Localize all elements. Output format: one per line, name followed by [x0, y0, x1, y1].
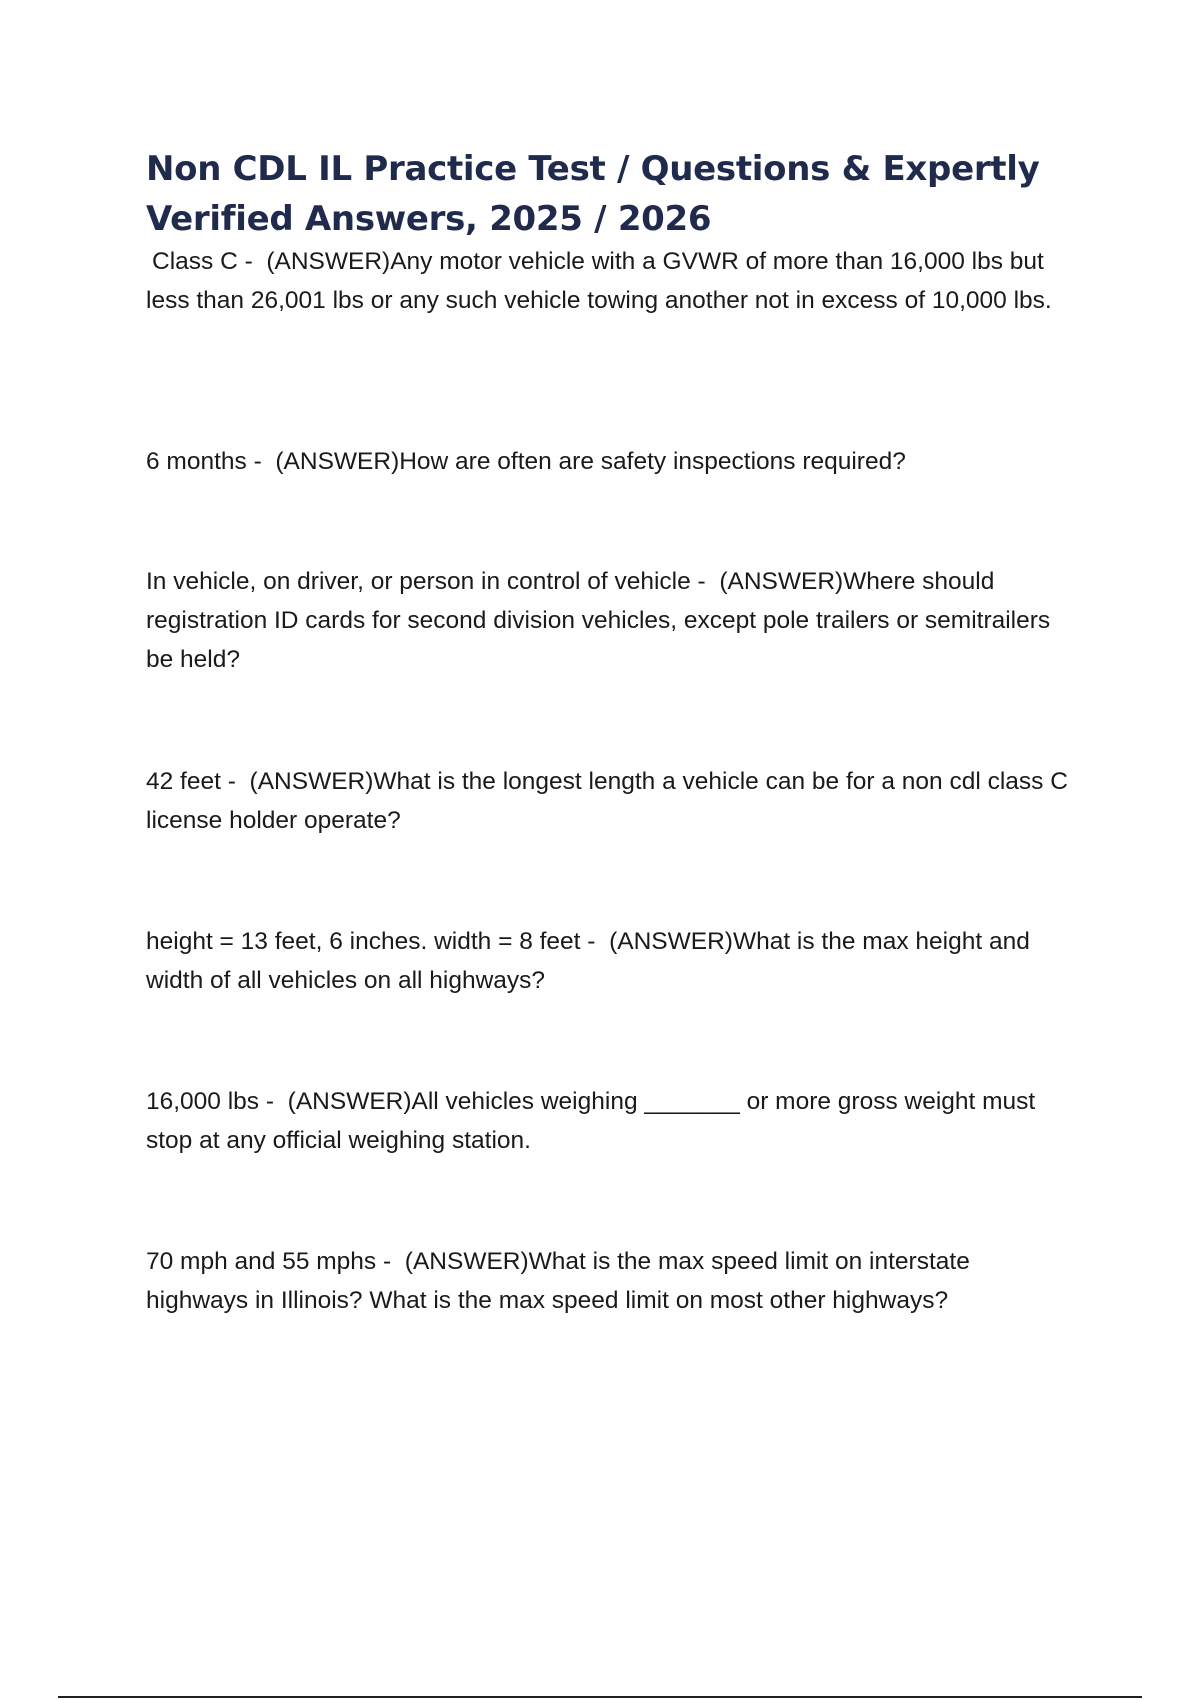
qa-separator: -: [246, 448, 276, 475]
qa-separator: -: [259, 1088, 288, 1115]
qa-entry: [146, 922, 1076, 1000]
qa-question: (ANSWER)Any motor vehicle with a GVWR of more than 16,000 lbs but less than 26,001 lbs or any such vehicle towing another not in excess of 10,000 lbs.: [146, 248, 1052, 314]
qa-question: (ANSWER)Where should registration ID cards for second division vehicles, except pole trailers or semitrailers be held?: [146, 568, 1051, 673]
qa-separator: -: [376, 1248, 405, 1275]
qa-separator: -: [580, 928, 610, 955]
qa-answer: 70 mph and 55 mphs: [146, 1248, 377, 1275]
qa-entry: [146, 562, 1076, 679]
qa-entry: [146, 442, 1076, 481]
qa-entry: [146, 242, 1076, 320]
qa-separator: -: [220, 768, 250, 795]
qa-question: (ANSWER)What is the max speed limit on interstate highways in Illinois? What is the max speed limit on most other highways?: [146, 1248, 970, 1314]
qa-question: (ANSWER)What is the max height and width of all vehicles on all highways?: [146, 928, 1030, 994]
qa-entry: [146, 762, 1076, 840]
qa-answer: 6 months: [146, 448, 247, 475]
qa-answer: height = 13 feet, 6 inches. width = 8 feet: [146, 928, 581, 955]
qa-answer: In vehicle, on driver, or person in control of vehicle: [146, 568, 691, 595]
qa-question: (ANSWER)All vehicles weighing _______ or more gross weight must stop at any official weighing station.: [146, 1088, 1036, 1154]
qa-entry: [146, 1242, 1076, 1320]
qa-answer: 16,000 lbs: [146, 1088, 260, 1115]
qa-entry: [146, 1082, 1076, 1160]
qa-answer: 42 feet: [146, 768, 221, 795]
footer-divider: [58, 1696, 1142, 1698]
page-title: Non CDL IL Practice Test / Questions & Expertly Verified Answers, 2025 / 2026: [146, 149, 1040, 239]
qa-answer: Class C: [152, 248, 238, 275]
qa-question: (ANSWER)What is the longest length a vehicle can be for a non cdl class C license holder operate?: [146, 768, 1068, 834]
qa-question: (ANSWER)How are often are safety inspections required?: [275, 448, 906, 475]
qa-separator: -: [690, 568, 720, 595]
qa-separator: -: [237, 248, 267, 275]
